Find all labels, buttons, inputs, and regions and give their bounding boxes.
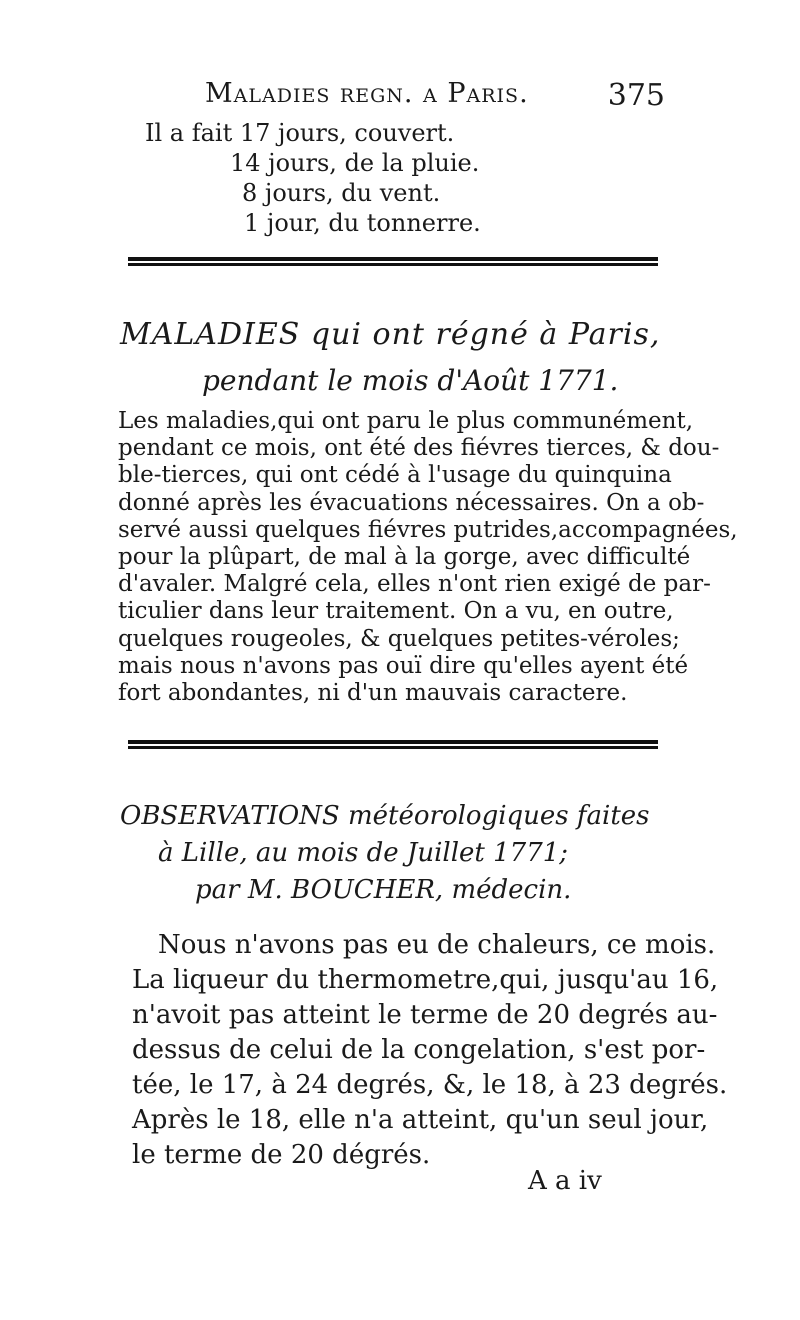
text-line: Les maladies,qui ont paru le plus communément,: [118, 408, 694, 434]
paragraph-observations: [132, 928, 728, 1173]
title-line: OBSERVATIONS météorologiques faites: [120, 801, 650, 831]
weather-line: 14 jours, de la pluie.: [230, 149, 480, 177]
weather-summary: [145, 118, 481, 238]
text-line: dessus de celui de la congelation, s'est por-: [132, 1035, 706, 1065]
section-title-maladies: [120, 312, 660, 404]
section-title-observations: [120, 798, 680, 909]
title-line: à Lille, au mois de Juillet 1771;: [158, 838, 569, 868]
text-line: donné après les évacuations nécessaires. On a ob-: [118, 489, 705, 516]
title-line: MALADIES qui ont régné à Paris,: [120, 317, 661, 352]
text-line: d'avaler. Malgré cela, elles n'ont rien exigé de par-: [118, 571, 711, 598]
paragraph-maladies: [118, 408, 738, 707]
catchword-signature: A a iv: [528, 1166, 602, 1196]
text-line: tée, le 17, à 24 degrés, &, le 18, à 23 degrés.: [132, 1070, 728, 1100]
section-divider: [128, 740, 658, 750]
running-head: Maladies regn. a Paris.: [205, 78, 529, 109]
title-line: pendant le mois d'Août 1771.: [202, 364, 619, 397]
text-line: fort abondantes, ni d'un mauvais caractere.: [118, 680, 628, 707]
title-line: par M. BOUCHER, médecin.: [195, 875, 572, 905]
weather-line: 1 jour, du tonnerre.: [244, 209, 481, 237]
text-line: Nous n'avons pas eu de chaleurs, ce mois.: [158, 930, 716, 960]
text-line: servé aussi quelques fiévres putrides,accompagnées,: [118, 516, 738, 543]
text-line: La liqueur du thermometre,qui, jusqu'au 16,: [132, 965, 719, 995]
text-line: pendant ce mois, ont été des fiévres tierces, & dou-: [118, 435, 720, 462]
weather-line: Il a fait 17 jours, couvert.: [145, 119, 455, 147]
text-line: ticulier dans leur traitement. On a vu, en outre,: [118, 598, 674, 625]
page-header: [205, 78, 665, 118]
text-line: pour la plûpart, de mal à la gorge, avec difficulté: [118, 544, 691, 571]
text-line: n'avoit pas atteint le terme de 20 degrés au-: [132, 1000, 718, 1030]
text-line: mais nous n'avons pas ouï dire qu'elles ayent été: [118, 652, 689, 679]
text-line: Après le 18, elle n'a atteint, qu'un seul jour,: [132, 1105, 709, 1135]
weather-line: 8 jours, du vent.: [242, 179, 441, 207]
text-line: le terme de 20 dégrés.: [132, 1140, 431, 1170]
page-number: 375: [607, 78, 665, 113]
section-divider: [128, 257, 658, 267]
text-line: quelques rougeoles, & quelques petites-véroles;: [118, 625, 680, 652]
text-line: ble-tierces, qui ont cédé à l'usage du quinquina: [118, 462, 672, 489]
